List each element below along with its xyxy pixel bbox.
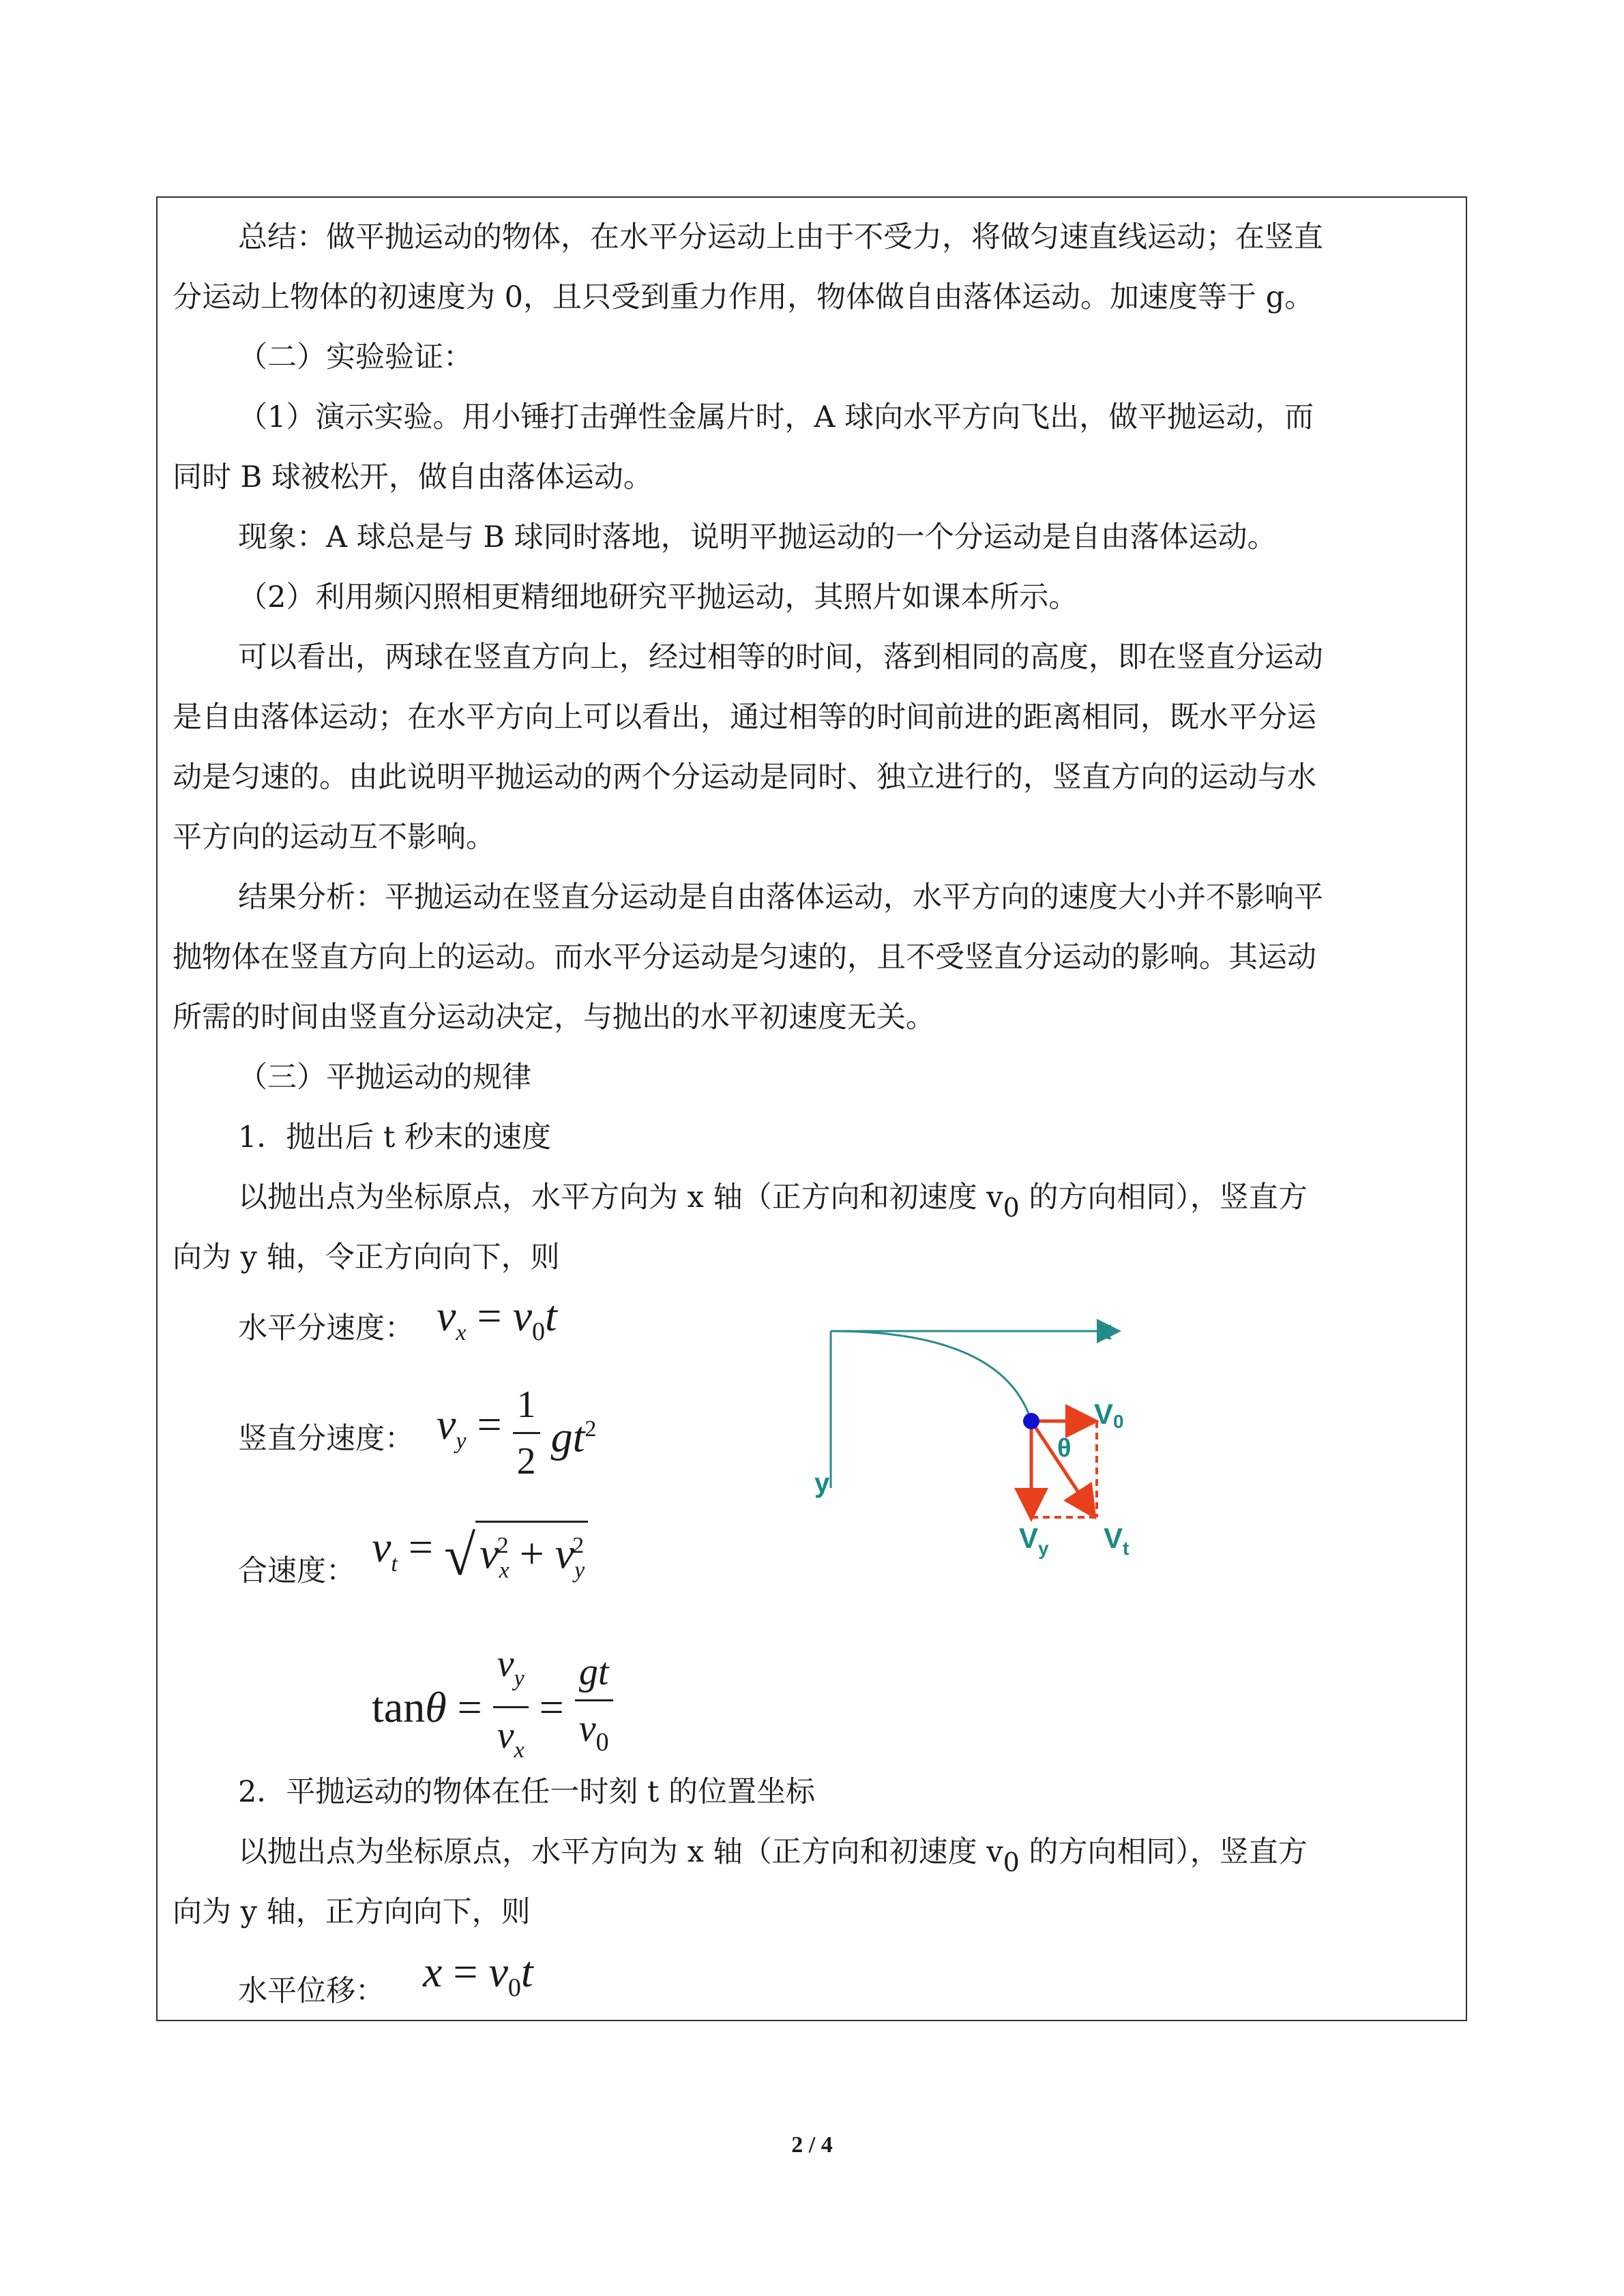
analysis-line-1: 结果分析：平抛运动在竖直分运动是自由落体运动，水平方向的速度大小并不影响平 — [238, 880, 1323, 914]
coord-setup-line-1: 以抛出点为坐标原点，水平方向为 x 轴（正方向和初速度 v0 的方向相同），竖直方 — [238, 1180, 1308, 1223]
subheading-velocity: 1．抛出后 t 秒末的速度 — [238, 1120, 551, 1154]
demo-line-2: 同时 B 球被松开，做自由落体运动。 — [173, 460, 653, 494]
formula-vertical-velocity: $v_y$ = $\frac{1}{2}$ $gt^2$ — [437, 1377, 596, 1489]
observation-line-3: 动是匀速的。由此说明平抛运动的两个分运动是同时、独立进行的，竖直方向的运动与水 — [173, 760, 1316, 794]
horizontal-velocity-label: 水平分速度： — [238, 1311, 414, 1345]
coord-setup-line-4: 向为 y 轴，正方向向下，则 — [173, 1895, 531, 1929]
phenomenon-line: 现象：A 球总是与 B 球同时落地，说明平抛运动的一个分运动是自由落体运动。 — [238, 520, 1277, 554]
trajectory-curve — [831, 1331, 1031, 1421]
subheading-position: 2．平抛运动的物体在任一时刻 t 的位置坐标 — [238, 1775, 815, 1809]
page-number: 2 / 4 — [791, 2132, 833, 2158]
projectile-diagram — [812, 1296, 1166, 1568]
horizontal-displacement-label: 水平位移： — [238, 1974, 385, 2008]
vertical-velocity-label: 竖直分速度： — [238, 1422, 414, 1456]
summary-line-1: 总结：做平抛运动的物体，在水平分运动上由于不受力，将做匀速直线运动；在竖直 — [238, 220, 1323, 254]
ball — [1023, 1413, 1039, 1429]
analysis-line-2: 抛物体在竖直方向上的运动。而水平分运动是匀速的，且不受竖直分运动的影响。其运动 — [173, 940, 1316, 974]
formula-tan-theta: tanθ = $\frac{v_y}{v_x}$ = $\frac{gt}{v_0}$ — [372, 1637, 613, 1759]
formula-horizontal-velocity: $v_x = v_0t$ — [437, 1292, 557, 1346]
vt-label: $V_t$ — [1104, 1522, 1130, 1559]
observation-line-1: 可以看出，两球在竖直方向上，经过相等的时间，落到相同的高度，即在竖直分运动 — [238, 640, 1323, 674]
observation-line-4: 平方向的运动互不影响。 — [173, 820, 495, 854]
theta-label: θ — [1057, 1434, 1072, 1463]
coord-setup-line-2: 向为 y 轴，令正方向向下，则 — [173, 1240, 560, 1274]
strobe-line: （2）利用频闪照相更精细地研究平抛运动，其照片如课本所示。 — [238, 580, 1078, 614]
summary-line-2: 分运动上物体的初速度为 0，且只受到重力作用，物体做自由落体运动。加速度等于 g。 — [173, 280, 1314, 314]
resultant-velocity-label: 合速度： — [238, 1554, 355, 1588]
coord-setup-line-3: 以抛出点为坐标原点，水平方向为 x 轴（正方向和初速度 v0 的方向相同），竖直方 — [238, 1835, 1308, 1877]
formula-resultant-velocity: $v_t = √v_x^2 + v_y^2$ — [372, 1521, 588, 1596]
x-axis-label: x — [1097, 1315, 1112, 1345]
demo-line-1: （1）演示实验。用小锤打击弹性金属片时，A 球向水平方向飞出，做平抛运动，而 — [238, 400, 1314, 434]
vy-label: $V_y$ — [1019, 1522, 1049, 1559]
observation-line-2: 是自由落体运动；在水平方向上可以看出，通过相等的时间前进的距离相同，既水平分运 — [173, 700, 1316, 734]
y-axis-label: y — [814, 1468, 830, 1498]
section-heading-rules: （三）平抛运动的规律 — [238, 1060, 531, 1094]
formula-horizontal-displacement: $x = v_0t$ — [423, 1948, 533, 2002]
v0-label: V0 — [1094, 1398, 1124, 1432]
analysis-line-3: 所需的时间由竖直分运动决定，与抛出的水平初速度无关。 — [173, 1000, 935, 1034]
section-heading-experiment: （二）实验验证： — [238, 340, 473, 374]
